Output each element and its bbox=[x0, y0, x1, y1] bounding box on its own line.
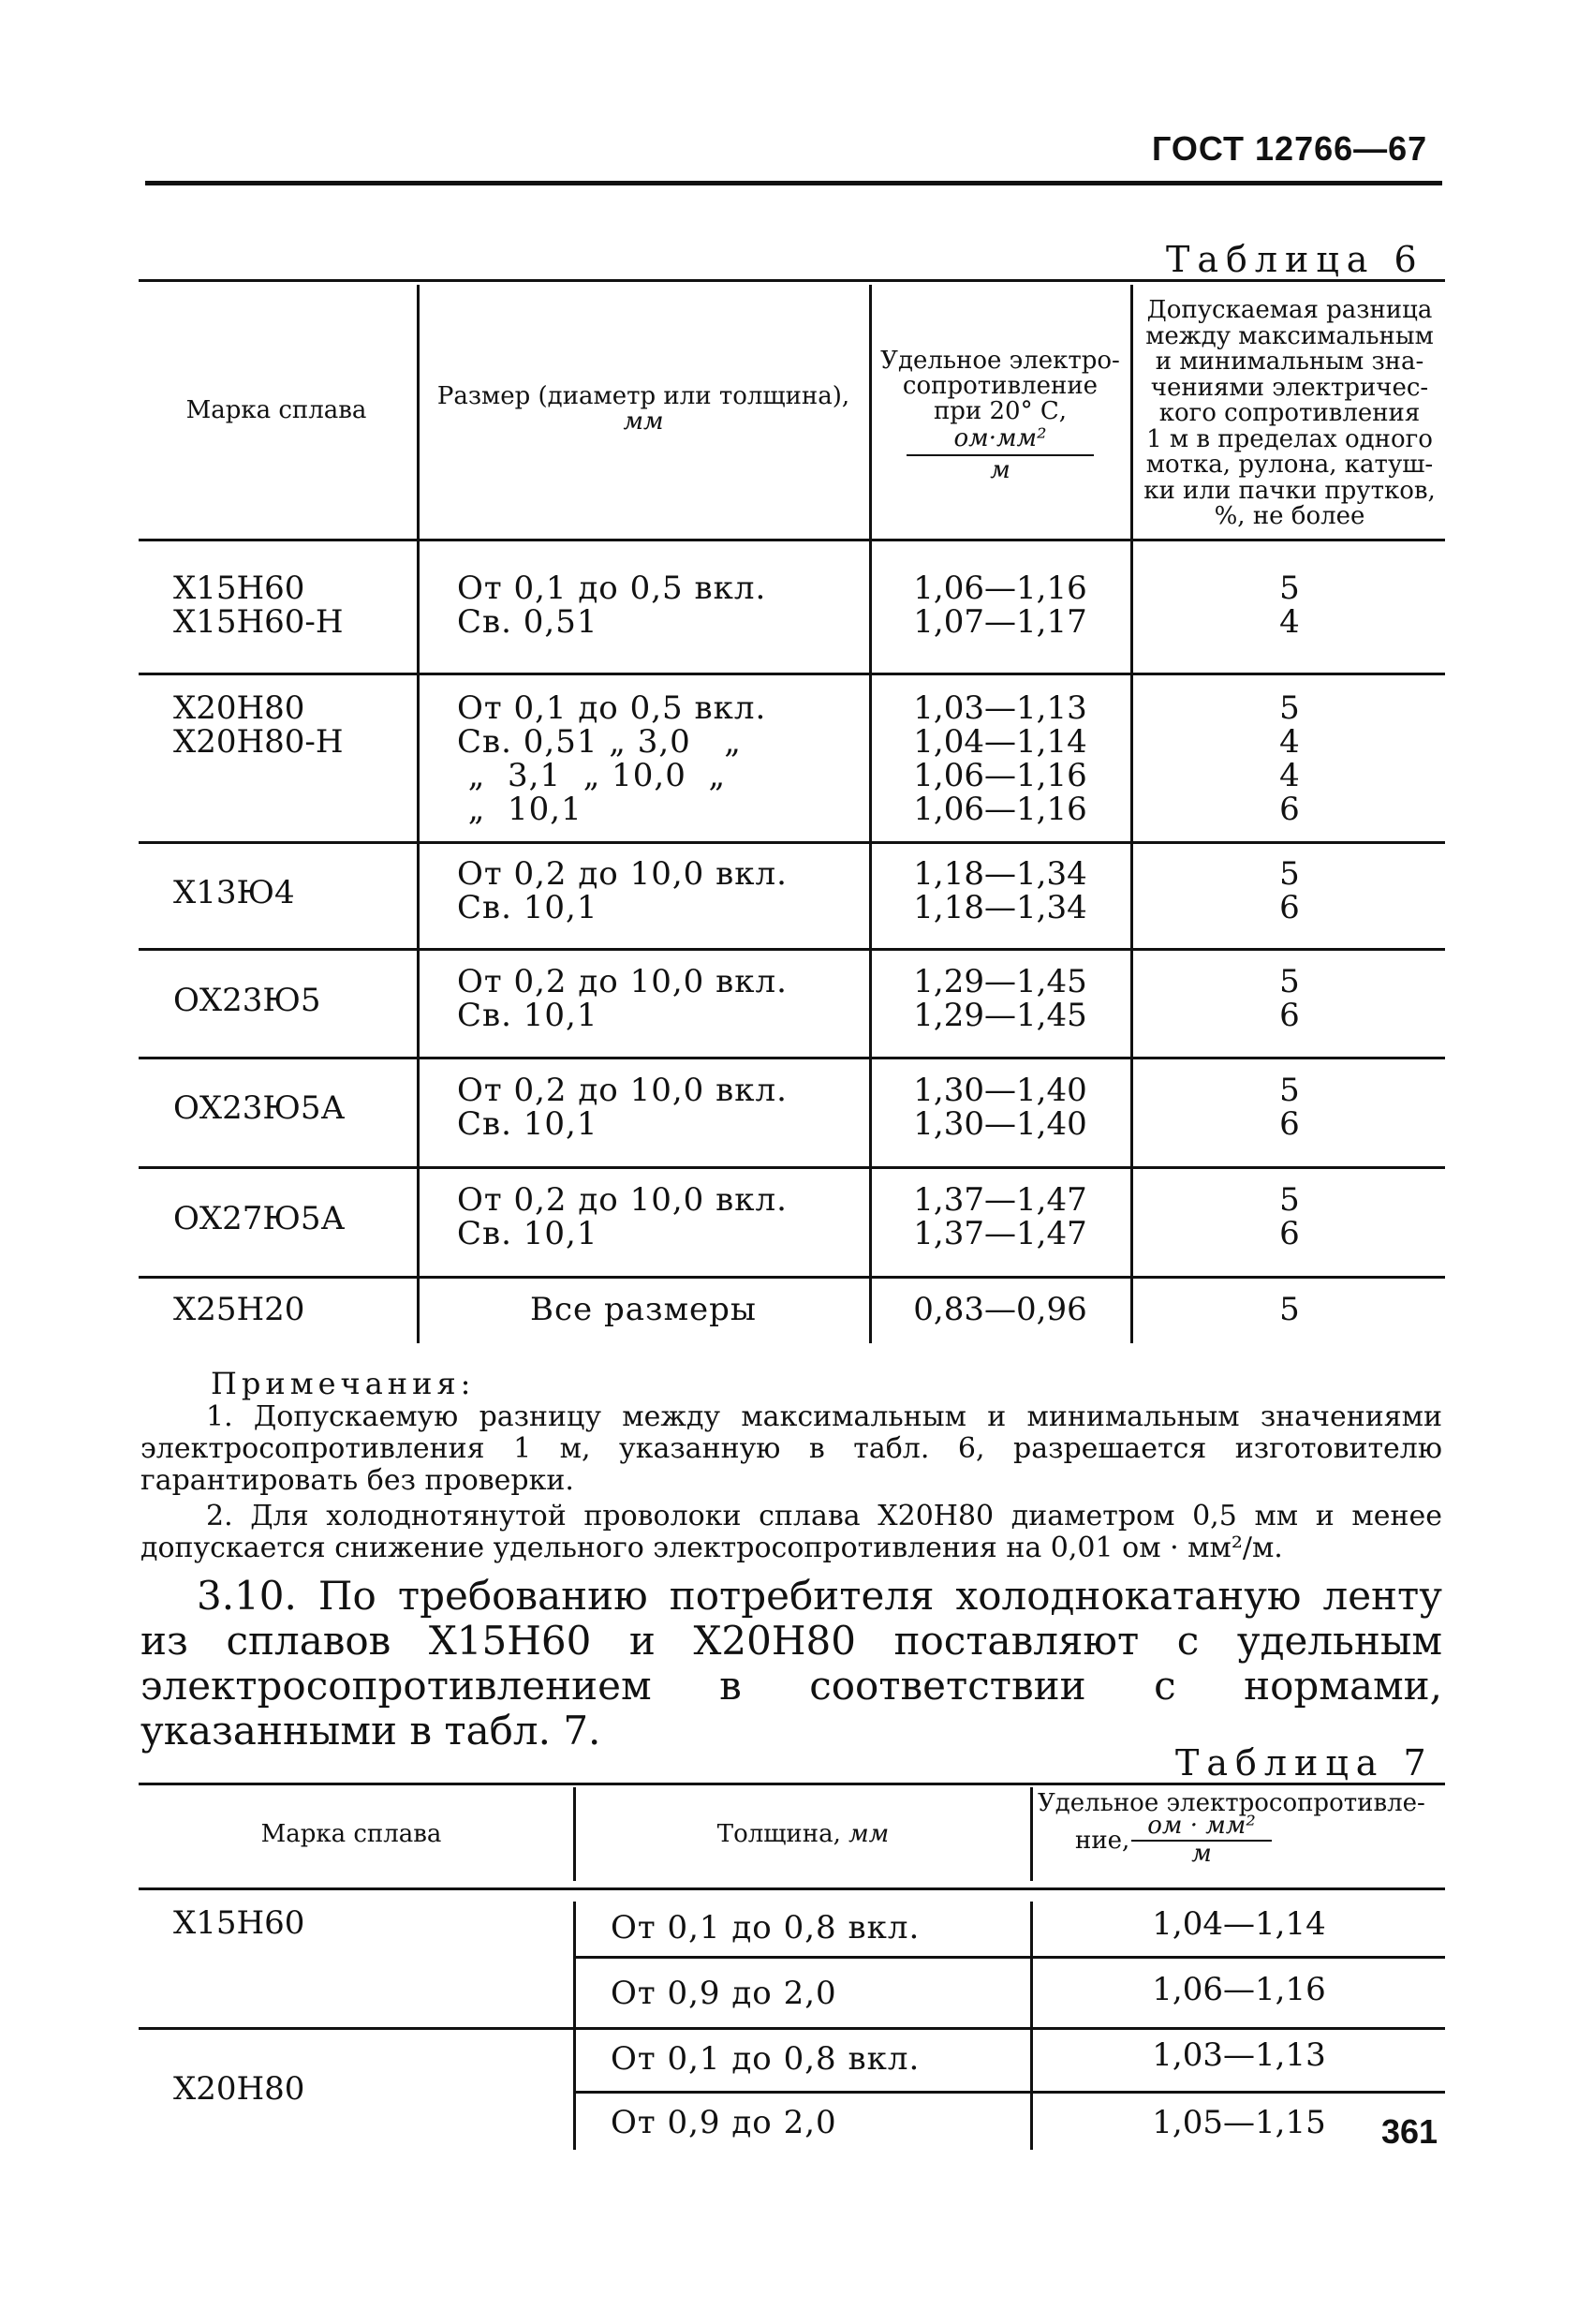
table6-cell-size: От 0,2 до 10,0 вкл. Св. 10,1 bbox=[457, 963, 788, 1034]
table6-cell-difference: 5 6 bbox=[1279, 963, 1300, 1034]
table6-cell-resistivity: 1,37—1,47 1,37—1,47 bbox=[913, 1181, 1087, 1252]
table6-cell-grade: Х15Н60 Х15Н60-Н bbox=[173, 570, 344, 641]
table6-cell-resistivity: 1,18—1,34 1,18—1,34 bbox=[913, 855, 1087, 926]
table6-cell-size: От 0,2 до 10,0 вкл. Св. 10,1 bbox=[457, 855, 788, 926]
table6-cell-size: От 0,1 до 0,5 вкл. Св. 0,51 „ 3,0 „ „ 3,1 „ 10,0 „ „ 10,1 bbox=[457, 689, 767, 828]
table6-cell-size: От 0,1 до 0,5 вкл. Св. 0,51 bbox=[457, 570, 767, 641]
table6-row-rule bbox=[139, 1276, 1445, 1279]
table6-cell-difference: 5 4 4 6 bbox=[1279, 689, 1300, 828]
paragraph-3-10: 3.10. По требованию потребителя холоднокатаную ленту из сплавов Х15Н60 и Х20Н80 поставляют с удельным электросопротивлением в соответствии с нормами, указанными в табл. 7. bbox=[140, 1573, 1442, 1754]
table7-col-divider-2 bbox=[1030, 1787, 1033, 1881]
table7-header-thickness-text: Толщина, bbox=[716, 1820, 841, 1848]
table6-cell-grade: Х20Н80 Х20Н80-Н bbox=[173, 689, 344, 761]
table7-header-resistivity-unit bbox=[1038, 1812, 1450, 1868]
table6-header-res-unit-den: м bbox=[990, 456, 1010, 484]
table7-row-rule bbox=[576, 2091, 1445, 2094]
table6-cell-difference: 5 6 bbox=[1279, 855, 1300, 926]
table6-row-rule bbox=[139, 1057, 1445, 1059]
table7-header-resistivity bbox=[1038, 1791, 1450, 1867]
table7-caption: Таблица 7 bbox=[1175, 1742, 1434, 1784]
table7-cell-resistivity: 1,04—1,14 bbox=[1152, 1905, 1326, 1943]
table7-top-rule bbox=[139, 1783, 1445, 1785]
table7-cell-thickness: От 0,1 до 0,8 вкл. bbox=[611, 2040, 921, 2078]
table7-header-grade: Марка сплава bbox=[260, 1820, 442, 1848]
table6-col-divider-1 bbox=[417, 285, 420, 1343]
table6-header-size bbox=[423, 384, 863, 435]
table7-header-bottom-rule bbox=[139, 1887, 1445, 1890]
table6-caption: Таблица 6 bbox=[1166, 239, 1424, 280]
table6-cell-resistivity: 1,30—1,40 1,30—1,40 bbox=[913, 1072, 1087, 1143]
table7-cell-thickness: От 0,9 до 2,0 bbox=[611, 2104, 837, 2141]
table6-cell-difference: 5 6 bbox=[1279, 1072, 1300, 1143]
table7-row-rule bbox=[576, 1956, 1445, 1959]
table7-cell-resistivity: 1,05—1,15 bbox=[1152, 2104, 1326, 2141]
table6-cell-grade: Х13Ю4 bbox=[173, 874, 295, 911]
table6-cell-resistivity: 0,83—0,96 bbox=[913, 1291, 1087, 1328]
table6-header-size-unit: мм bbox=[623, 407, 664, 436]
table6-cell-size: От 0,2 до 10,0 вкл. Св. 10,1 bbox=[457, 1181, 788, 1252]
notes-title: Примечания: bbox=[211, 1366, 476, 1401]
header-rule bbox=[145, 181, 1442, 185]
table6-header-res-unit-num: ом·мм² bbox=[953, 424, 1047, 452]
table7-cell-thickness: От 0,1 до 0,8 вкл. bbox=[611, 1909, 921, 1947]
table6-cell-size: От 0,2 до 10,0 вкл. Св. 10,1 bbox=[457, 1072, 788, 1143]
table7-col-divider-2b bbox=[1030, 1902, 1033, 2150]
table6-col-divider-3 bbox=[1130, 285, 1133, 1343]
table6-row-rule bbox=[139, 841, 1445, 844]
table7-cell-resistivity: 1,06—1,16 bbox=[1152, 1971, 1326, 2008]
table7-header-thickness bbox=[581, 1822, 1025, 1847]
table6-row-rule bbox=[139, 673, 1445, 675]
table6-cell-difference: 5 4 bbox=[1279, 570, 1300, 641]
table6-cell-grade: Х25Н20 bbox=[173, 1291, 305, 1328]
table6-top-rule bbox=[139, 279, 1445, 282]
table7-cell-thickness: От 0,9 до 2,0 bbox=[611, 1975, 837, 2012]
table6-header-grade: Марка сплава bbox=[185, 396, 367, 424]
table6-header-resistivity-text: Удельное электро- сопротивление при 20° С, bbox=[880, 347, 1120, 425]
table6-header-bottom-rule bbox=[139, 539, 1445, 541]
table6-col-divider-2 bbox=[869, 285, 872, 1343]
note-2: 2. Для холоднотянутой проволоки сплава Х20Н80 диаметром 0,5 мм и менее допускается снижение удельного электросопротивления на 0,01 ом · мм²/м. bbox=[140, 1500, 1442, 1564]
table7-header-thickness-unit: мм bbox=[848, 1820, 890, 1848]
table6-cell-difference: 5 6 bbox=[1279, 1181, 1300, 1252]
table6-cell-size: Все размеры bbox=[530, 1291, 757, 1328]
table7-row-rule bbox=[139, 2027, 1445, 2030]
table6-header-resistivity bbox=[873, 348, 1128, 483]
table7-header-res-unit-den: м bbox=[1191, 1840, 1212, 1868]
table6-row-rule bbox=[139, 1166, 1445, 1169]
table7-col-divider-1 bbox=[573, 1787, 576, 1881]
table6-cell-difference: 5 bbox=[1279, 1291, 1300, 1328]
table7-cell-grade: Х20Н80 bbox=[173, 2070, 305, 2108]
table6-header-difference: Допускаемая разница между максимальным и минимальным зна- чениями электричес- кого сопротивления 1 м в пределах одного мотка, рулона, катуш- ки или пачки прутков, %, не более bbox=[1143, 296, 1436, 530]
table6-cell-grade: ОХ27Ю5А bbox=[173, 1200, 346, 1237]
table7-cell-grade: Х15Н60 bbox=[173, 1904, 305, 1942]
table6-cell-grade: ОХ23Ю5А bbox=[173, 1089, 346, 1127]
table6-cell-resistivity: 1,03—1,13 1,04—1,14 1,06—1,16 1,06—1,16 bbox=[913, 689, 1087, 828]
table6-cell-resistivity: 1,06—1,16 1,07—1,17 bbox=[913, 570, 1087, 641]
table7-cell-resistivity: 1,03—1,13 bbox=[1152, 2036, 1326, 2074]
table6-row-rule bbox=[139, 948, 1445, 951]
table6-header-size-text: Размер (диаметр или толщина), bbox=[436, 382, 850, 410]
table7-header-res-unit-num: ом · мм² bbox=[1147, 1812, 1256, 1840]
document-header: ГОСТ 12766—67 bbox=[1152, 129, 1428, 168]
table7-header-resistivity-cont: ние, bbox=[1075, 1827, 1130, 1855]
table7-header-resistivity-text: Удельное электросопротивле- bbox=[1038, 1789, 1425, 1817]
note-1: 1. Допускаемую разницу между максимальным и минимальным значениями электросопротивления 1 м, указанную в табл. 6, разрешается изготовителю гарантировать без проверки. bbox=[140, 1400, 1442, 1497]
table6-cell-resistivity: 1,29—1,45 1,29—1,45 bbox=[913, 963, 1087, 1034]
page-number: 361 bbox=[1381, 2112, 1438, 2151]
table7-col-divider-1b bbox=[573, 1902, 576, 2150]
table6-cell-grade: ОХ23Ю5 bbox=[173, 982, 321, 1019]
